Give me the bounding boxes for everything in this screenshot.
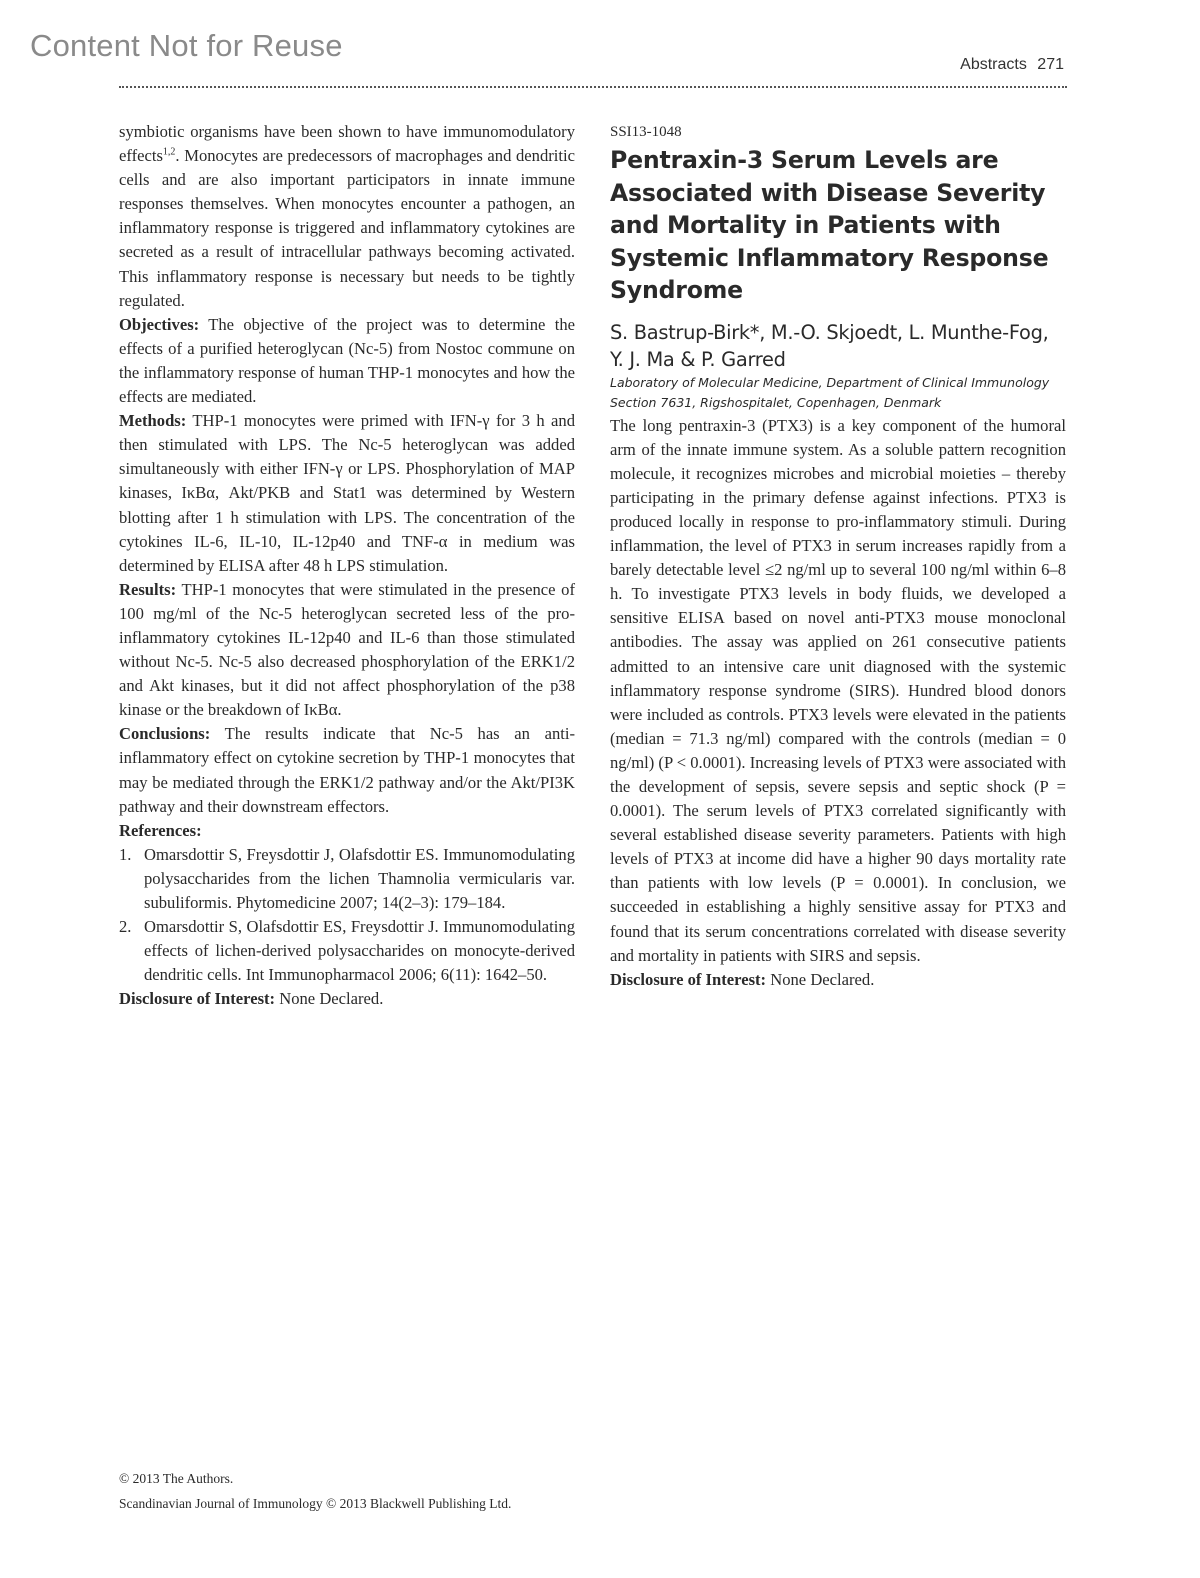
affiliation: Laboratory of Molecular Medicine, Department of Clinical Immunology Section 7631, Rigshospitalet, Copenhagen, Denmark bbox=[610, 374, 1050, 411]
continuation-text: symbiotic organisms have been shown to have immunomodulatory effects bbox=[119, 122, 575, 166]
results-label: Results: bbox=[119, 579, 177, 599]
abstract-body: The long pentraxin-3 (PTX3) is a key component of the humoral arm of the innate immune system. As a soluble pattern recognition molecule, it recognizes microbes and microbial moieties – thereby participating in the primary defense against infections. PTX3 is produced locally in response to pro-inflammatory stimuli. During inflammation, the level of PTX3 in serum increases rapidly from a barely detectable level ≤2 ng/ml up to several 100 ng/ml within 6–8 h. To investigate PTX3 levels in body fluids, we developed a sensitive ELISA based on novel anti-PTX3 mouse monoclonal antibodies. The assay was applied on 261 consecutive patients admitted to an intensive care unit diagnosed with the systemic inflammatory response syndrome (SIRS). Hundred blood donors were included as controls. PTX3 levels were elevated in the patients (median = 71.3 ng/ml) compared with the controls (median = 0 ng/ml) (P < 0.0001). Increasing levels of PTX3 were associated with the development of sepsis, severe sepsis and septic shock (P = 0.0001). The serum levels of PTX3 correlated significantly with several established disease severity parameters. Patients with high levels of PTX3 at income did have a higher 90 days mortality rate than patients with low levels (P = 0.0001). In conclusion, we succeeded in establishing a highly sensitive assay for PTX3 and found that its serum concentrations correlated with disease severity and mortality in patients with SIRS and sepsis. bbox=[610, 415, 1066, 965]
conclusions-paragraph bbox=[119, 722, 575, 818]
watermark: Content Not for Reuse bbox=[30, 28, 343, 63]
continuation-paragraph bbox=[119, 120, 575, 313]
reference-number: 1. bbox=[119, 844, 132, 864]
left-column bbox=[119, 120, 575, 1011]
continuation-text-tail: . Monocytes are predecessors of macrophages and dendritic cells and are also important participators in innate immune responses themselves. When monocytes encounter a pathogen, an inflammatory response is triggered and inflammatory cytokines are secreted as a result of intracellular pathways becoming activated. This inflammatory response is necessary but needs to be tightly regulated. bbox=[119, 146, 575, 310]
disclosure-text: None Declared. bbox=[766, 969, 875, 989]
page-number: 271 bbox=[1037, 56, 1064, 73]
authors: S. Bastrup-Birk*, M.-O. Skjoedt, L. Munthe-Fog, Y. J. Ma & P. Garred bbox=[610, 320, 1049, 371]
disclosure-paragraph bbox=[119, 987, 575, 1011]
disclosure-label: Disclosure of Interest: bbox=[610, 969, 767, 989]
citation-superscript: 1,2 bbox=[162, 146, 176, 158]
reference-item bbox=[119, 843, 575, 915]
results-paragraph bbox=[119, 578, 575, 723]
objectives-paragraph bbox=[119, 313, 575, 409]
objectives-label: Objectives: bbox=[119, 314, 200, 334]
objectives-text: The objective of the project was to determine the effects of a purified heteroglycan (Nc-5) from Nostoc commune on the inflammatory response of human THP-1 monocytes and how the effects are mediated. bbox=[119, 314, 575, 407]
reference-item bbox=[119, 915, 575, 987]
abstract-code: SSI13-1048 bbox=[610, 124, 682, 140]
abstract-title: Pentraxin-3 Serum Levels are Associated with Disease Severity and Mortality in Patients with Systemic Inflammatory Response Syndrome bbox=[610, 146, 1049, 305]
header-divider bbox=[119, 86, 1067, 88]
disclosure-text: None Declared. bbox=[275, 989, 384, 1009]
references-heading: References: bbox=[119, 820, 202, 840]
journal-line: Scandinavian Journal of Immunology © 2013 Blackwell Publishing Ltd. bbox=[119, 1496, 512, 1511]
disclosure-label: Disclosure of Interest: bbox=[119, 989, 276, 1009]
reference-text: Omarsdottir S, Freysdottir J, Olafsdottir ES. Immunomodulating polysaccharides from the lichen Thamnolia vermicularis var. subuliformis. Phytomedicine 2007; 14(2–3): 179–184. bbox=[144, 844, 575, 912]
page-footer bbox=[119, 1466, 511, 1516]
conclusions-label: Conclusions: bbox=[119, 724, 211, 744]
reference-text: Omarsdottir S, Olafsdottir ES, Freysdottir J. Immunomodulating effects of lichen-derived polysaccharides on monocyte-derived dendritic cells. Int Immunopharmacol 2006; 6(11): 1642–50. bbox=[144, 917, 575, 985]
reference-number: 2. bbox=[119, 917, 132, 937]
right-column bbox=[610, 120, 1066, 992]
disclosure-paragraph bbox=[610, 968, 1066, 992]
methods-text: THP-1 monocytes were primed with IFN-γ for 3 h and then stimulated with LPS. The Nc-5 heteroglycan was added simultaneously with either IFN-γ or LPS. Phosphorylation of MAP kinases, IκBα, Akt/PKB and Stat1 was determined by Western blotting after 1 h stimulation with LPS. The concentration of the cytokines IL-6, IL-10, IL-12p40 and TNF-α in medium was determined by ELISA after 48 h LPS stimulation. bbox=[119, 411, 575, 575]
running-head bbox=[960, 56, 1064, 74]
results-text: THP-1 monocytes that were stimulated in the presence of 100 mg/ml of the Nc-5 heteroglycan secreted less of the pro-inflammatory cytokines IL-12p40 and IL-6 than those stimulated without Nc-5. Nc-5 also decreased phosphorylation of the ERK1/2 and Akt kinases, but it did not affect phosphorylation of the p38 kinase or the breakdown of IκBα. bbox=[119, 579, 575, 720]
copyright-line: © 2013 The Authors. bbox=[119, 1471, 234, 1486]
methods-paragraph bbox=[119, 409, 575, 578]
methods-label: Methods: bbox=[119, 411, 187, 431]
conclusions-text: The results indicate that Nc-5 has an anti-inflammatory effect on cytokine secretion by THP-1 monocytes that may be mediated through the ERK1/2 pathway and/or the Akt/PI3K pathway and their downstream effectors. bbox=[119, 724, 575, 816]
section-name: Abstracts bbox=[960, 56, 1027, 73]
